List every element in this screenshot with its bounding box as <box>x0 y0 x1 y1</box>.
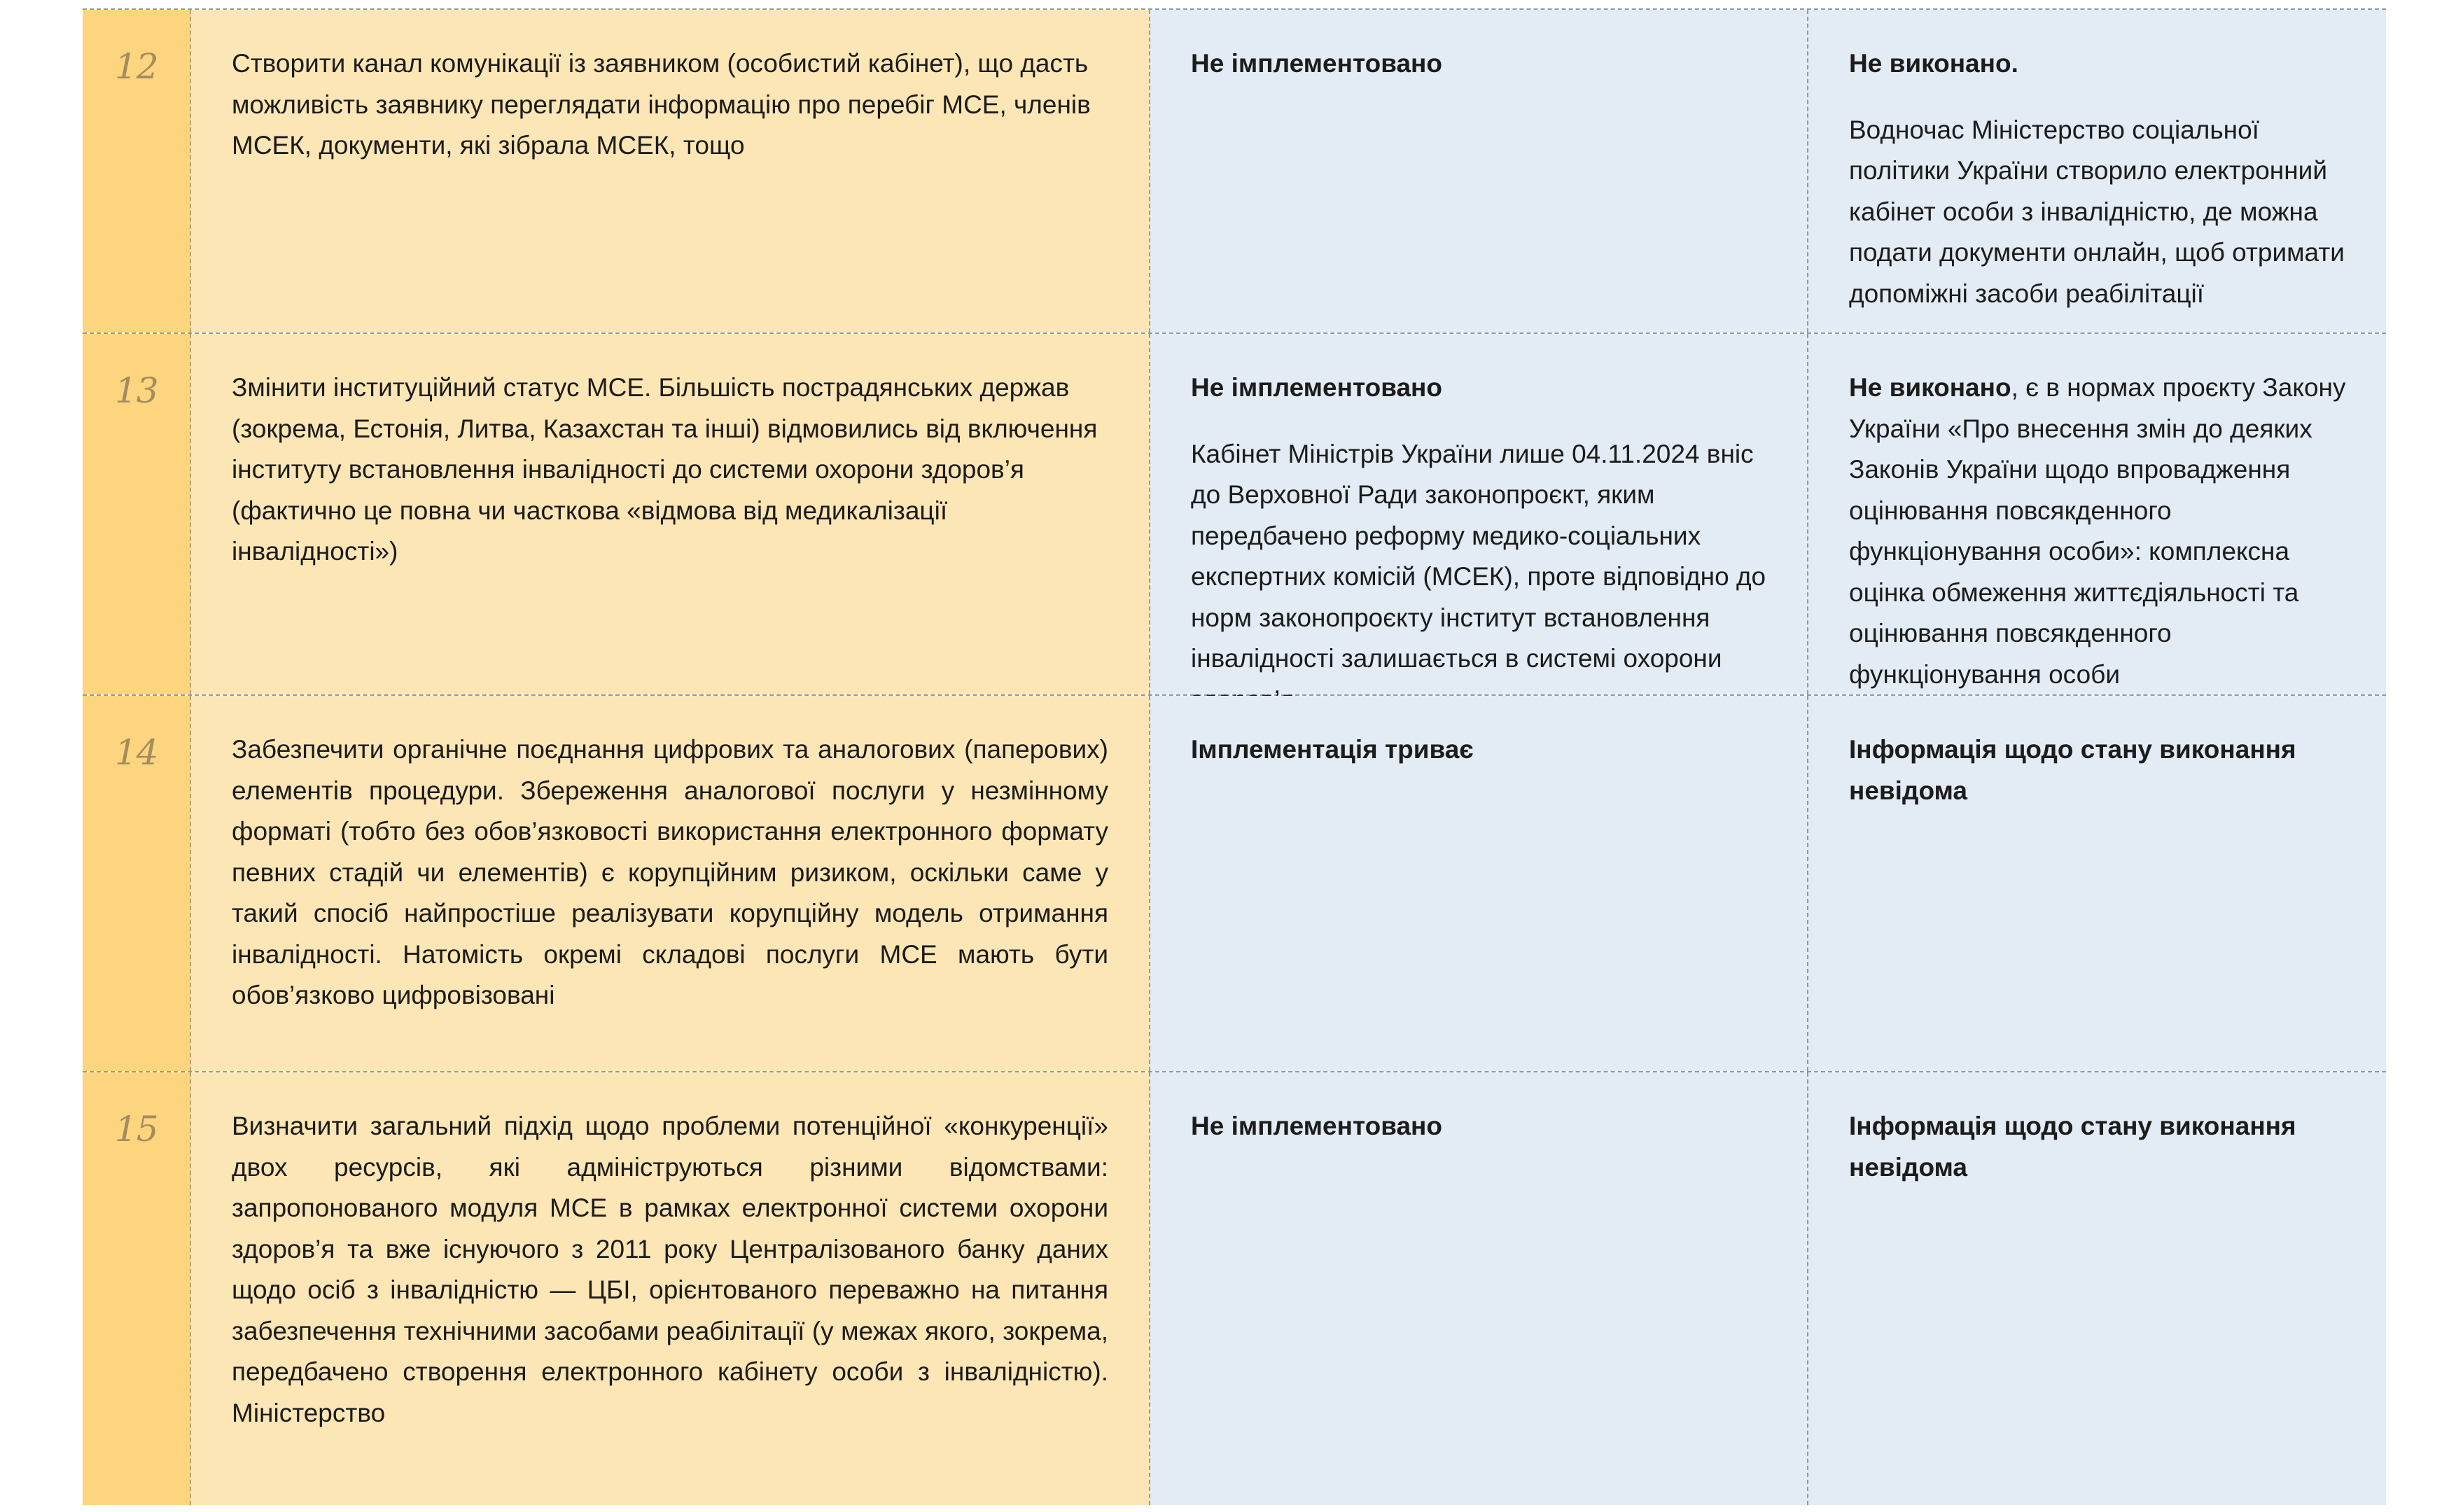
row-number-cell <box>83 10 191 332</box>
execution-status: Не виконано. <box>1849 49 2018 78</box>
row-number: 14 <box>115 732 158 773</box>
recommendation-cell <box>191 696 1150 1071</box>
execution-status: Не виконано <box>1849 373 2011 402</box>
execution-status: Інформація щодо стану виконання невідома <box>1849 1112 2296 1182</box>
execution-status: Інформація щодо стану виконання невідома <box>1849 735 2296 805</box>
recommendation-cell <box>191 334 1150 694</box>
recommendation-text: Забезпечити органічне поєднання цифрових та аналогових (паперових) елементів процедури. Збереження аналогової послуги у незмінному форматі (тобто без обов’язковості використання електронного формату певних стадій чи елементів) є корупційним ризиком, оскільки саме у такий спосіб найпростіше реалізувати корупційну модель отримання інвалідності. Натомість окремі складові послуги МСЕ мають бути обов’язково цифровізовані <box>232 735 1108 1009</box>
row-number: 15 <box>115 1109 158 1149</box>
execution-cell <box>1808 334 2386 694</box>
table-row <box>83 1072 2386 1505</box>
implementation-cell <box>1150 334 1808 694</box>
recommendation-cell <box>191 1072 1150 1505</box>
execution-cell <box>1808 696 2386 1071</box>
implementation-cell <box>1150 696 1808 1071</box>
row-number-cell <box>83 1072 191 1505</box>
execution-cell <box>1808 1072 2386 1505</box>
recommendation-text: Визначити загальний підхід щодо проблеми потенційної «конкуренції» двох ресурсів, які адмініструються різними відомствами: запропонованого модуля МСЕ в рамках електронної системи охорони здоров’я та вже існуючого з 2011 року Централізованого банку даних щодо осіб з інвалідністю — ЦБІ, орієнтованого переважно на питання забезпечення технічними засобами реабілітації (у межах якого, зокрема, передбачено створення електронного кабінету особи з інвалідністю). Міністерство <box>232 1112 1108 1427</box>
execution-cell <box>1808 10 2386 332</box>
execution-note: Водночас Міністерство соціальної політики України створило електронний кабінет особи з інвалідністю, де можна подати документи онлайн, щоб отримати допоміжні засоби реабілітації <box>1849 115 2345 308</box>
row-number: 13 <box>115 370 158 411</box>
implementation-status: Не імплементовано <box>1191 1112 1442 1140</box>
table-row <box>83 334 2386 696</box>
row-number-cell <box>83 696 191 1071</box>
row-number: 12 <box>115 46 158 87</box>
execution-note: , є в нормах проєкту Закону України «Про внесення змін до деяких Законів України щодо впровадження оцінювання повсякденного функціонування особи»: комплексна оцінка обмеження життєдіяльності та оцінювання повсякденного функціонування особи <box>1849 373 2346 689</box>
implementation-cell <box>1150 1072 1808 1505</box>
table-row <box>83 10 2386 334</box>
row-number-cell <box>83 334 191 694</box>
implementation-note: Кабінет Міністрів України лише 04.11.2024 вніс до Верховної Ради законопроєкт, яким передбачено реформу медико-соціальних експертних комісій (МСЕК), проте відповідно до норм законопроєкту інститут встановлення інвалідності залишається в системі охорони <box>1191 439 1766 673</box>
recommendation-text: Створити канал комунікації із заявником (особистий кабінет), що дасть можливість заявнику переглядати інформацію про перебіг МСЕ, членів МСЕК, документи, які зібрала МСЕК, тощо <box>232 49 1091 160</box>
recommendation-text: Змінити інституційний статус МСЕ. Більшість пострадянських держав (зокрема, Естонія, Литва, Казахстан та інші) відмовились від включення інституту встановлення інвалідності до системи охорони здоров’я (фактично це повна чи часткова «відмова від медикалізації інвалідності») <box>232 373 1098 566</box>
recommendations-table <box>83 8 2386 1505</box>
implementation-cell <box>1150 10 1808 332</box>
implementation-status: Не імплементовано <box>1191 373 1442 402</box>
recommendation-cell <box>191 10 1150 332</box>
implementation-status: Не імплементовано <box>1191 49 1442 78</box>
table-row <box>83 696 2386 1072</box>
implementation-status: Імплементація триває <box>1191 735 1474 764</box>
